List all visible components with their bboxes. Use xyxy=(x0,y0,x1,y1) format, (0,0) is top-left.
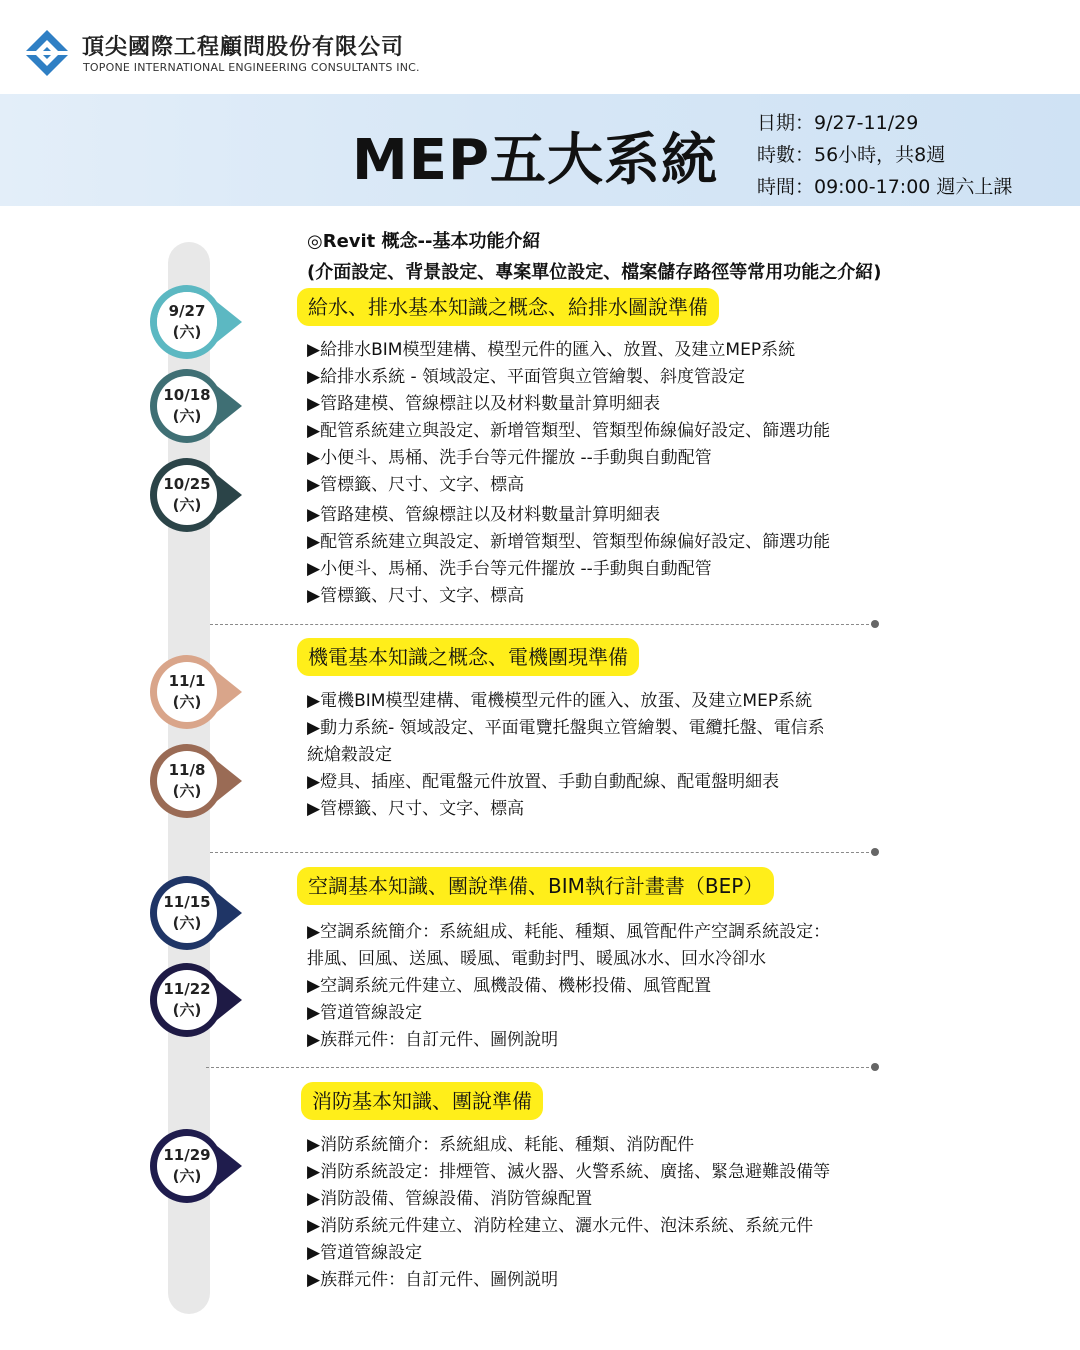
intro-line-1: ◎Revit 概念--基本功能介紹 xyxy=(307,231,541,252)
list-item: ▶管路建模、管線標註以及材料數量計算明細表 xyxy=(307,505,661,525)
list-item: ▶配管系統建立與設定、新增管類型、管類型佈線偏好設定、篩選功能 xyxy=(307,532,831,552)
list-item: ▶管標籤、尺寸、文字、標高 xyxy=(307,475,525,495)
date-pin-4 xyxy=(147,652,247,732)
pin-day: (六) xyxy=(172,1167,202,1185)
list-item: 統熗穀設定 xyxy=(307,745,392,765)
course-time: 時間：09:00-17:00 週六上課 xyxy=(757,176,1013,198)
list-item: 排風、回風、送風、暖風、電動封門、暖風冰水、回水冷卻水 xyxy=(307,949,766,969)
pin-date: 9/27 xyxy=(168,302,206,320)
company-name-cn: 頂尖國際工程顧問股份有限公司 xyxy=(82,35,405,60)
pin-day: (六) xyxy=(172,323,202,341)
pin-day: (六) xyxy=(172,693,202,711)
section-heading-hvac: 空調基本知識、團說準備、BIM執行計畫書（BEP） xyxy=(297,867,774,905)
section-divider xyxy=(206,1067,874,1068)
pin-date: 11/29 xyxy=(163,1146,211,1164)
pin-day: (六) xyxy=(172,1001,202,1019)
pin-day: (六) xyxy=(172,496,202,514)
company-name-en: TOPONE INTERNATIONAL ENGINEERING CONSULTANTS INC. xyxy=(83,61,420,74)
list-item: ▶配管系統建立與設定、新增管類型、管類型佈線偏好設定、篩選功能 xyxy=(307,421,831,441)
pin-date: 11/1 xyxy=(168,672,206,690)
list-item: ▶電機BIM模型建構、電機模型元件的匯入、放蛋、及建立MEP系統 xyxy=(307,691,813,711)
section-divider xyxy=(210,852,874,853)
list-item: ▶動力系統- 領域設定、平面電覽托盤與立管繪製、電纜托盤、電信系 xyxy=(307,718,825,738)
pin-date: 10/25 xyxy=(163,475,211,493)
pin-date: 10/18 xyxy=(163,386,211,404)
section-heading-fire: 消防基本知識、團說準備 xyxy=(301,1082,543,1120)
list-item: ▶消防系統簡介：系統組成、耗能、種類、消防配件 xyxy=(307,1135,695,1155)
list-item: ▶小便斗、馬桶、洗手台等元件擺放 --手動與自動配管 xyxy=(307,559,712,579)
date-pin-8 xyxy=(147,1126,247,1206)
list-item: ▶管道管線設定 xyxy=(307,1243,423,1263)
list-item: ▶燈具、插座、配電盤元件放置、手動自動配線、配電盤明細表 xyxy=(307,772,780,792)
title-banner xyxy=(0,94,1080,206)
list-item: ▶給排水BIM模型建構、模型元件的匯入、放置、及建立MEP系統 xyxy=(307,340,796,360)
list-item: ▶族群元件：自訂元件、圖例說明 xyxy=(307,1030,559,1050)
pin-day: (六) xyxy=(172,782,202,800)
pin-date: 11/22 xyxy=(163,980,211,998)
pin-date: 11/8 xyxy=(168,761,206,779)
list-item: ▶消防系統設定：排煙管、滅火器、火警系統、廣搖、緊急避難設備等 xyxy=(307,1162,831,1182)
pin-day: (六) xyxy=(172,407,202,425)
pin-date: 11/15 xyxy=(163,893,211,911)
page-title: MEP五大系統 xyxy=(352,128,719,193)
list-item: ▶管標籤、尺寸、文字、標高 xyxy=(307,799,525,819)
section-heading-electrical: 機電基本知識之概念、電機團現準備 xyxy=(297,638,639,676)
date-pin-7 xyxy=(147,960,247,1040)
list-item: ▶管標籤、尺寸、文字、標高 xyxy=(307,586,525,606)
list-item: ▶消防設備、管線設備、消防管線配置 xyxy=(307,1189,593,1209)
date-pin-1 xyxy=(147,282,247,362)
date-pin-3 xyxy=(147,455,247,535)
list-item: ▶給排水系統 - 領域設定、平面管與立管繪製、斜度管設定 xyxy=(307,367,746,387)
course-hours: 時數：56小時，共8週 xyxy=(757,144,946,166)
date-pin-5 xyxy=(147,741,247,821)
company-header xyxy=(0,0,1080,94)
list-item: ▶管路建模、管線標註以及材料數量計算明細表 xyxy=(307,394,661,414)
date-pin-6 xyxy=(147,873,247,953)
section-divider xyxy=(210,624,874,625)
list-item: ▶空調系統元件建立、風機設備、機彬投備、風管配置 xyxy=(307,976,712,996)
course-date: 日期：9/27-11/29 xyxy=(757,112,919,134)
list-item: ▶族群元件：自訂元件、圖例説明 xyxy=(307,1270,559,1290)
date-pin-2 xyxy=(147,366,247,446)
list-item: ▶小便斗、馬桶、洗手台等元件擺放 --手動與自動配管 xyxy=(307,448,712,468)
section-heading-water: 給水、排水基本知識之概念、給排水圖說準備 xyxy=(297,288,719,326)
pin-day: (六) xyxy=(172,914,202,932)
intro-line-2: (介面設定、背景設定、專案單位設定、檔案儲存路徑等常用功能之介紹) xyxy=(307,262,882,283)
list-item: ▶消防系統元件建立、消防栓建立、灑水元件、泡沫系統、系統元件 xyxy=(307,1216,814,1236)
list-item: ▶管道管線設定 xyxy=(307,1003,423,1023)
list-item: ▶空調系統簡介：系統組成、耗能、種類、風管配件产空調系統設定： xyxy=(307,922,831,942)
diamond-logo-icon xyxy=(22,28,72,78)
